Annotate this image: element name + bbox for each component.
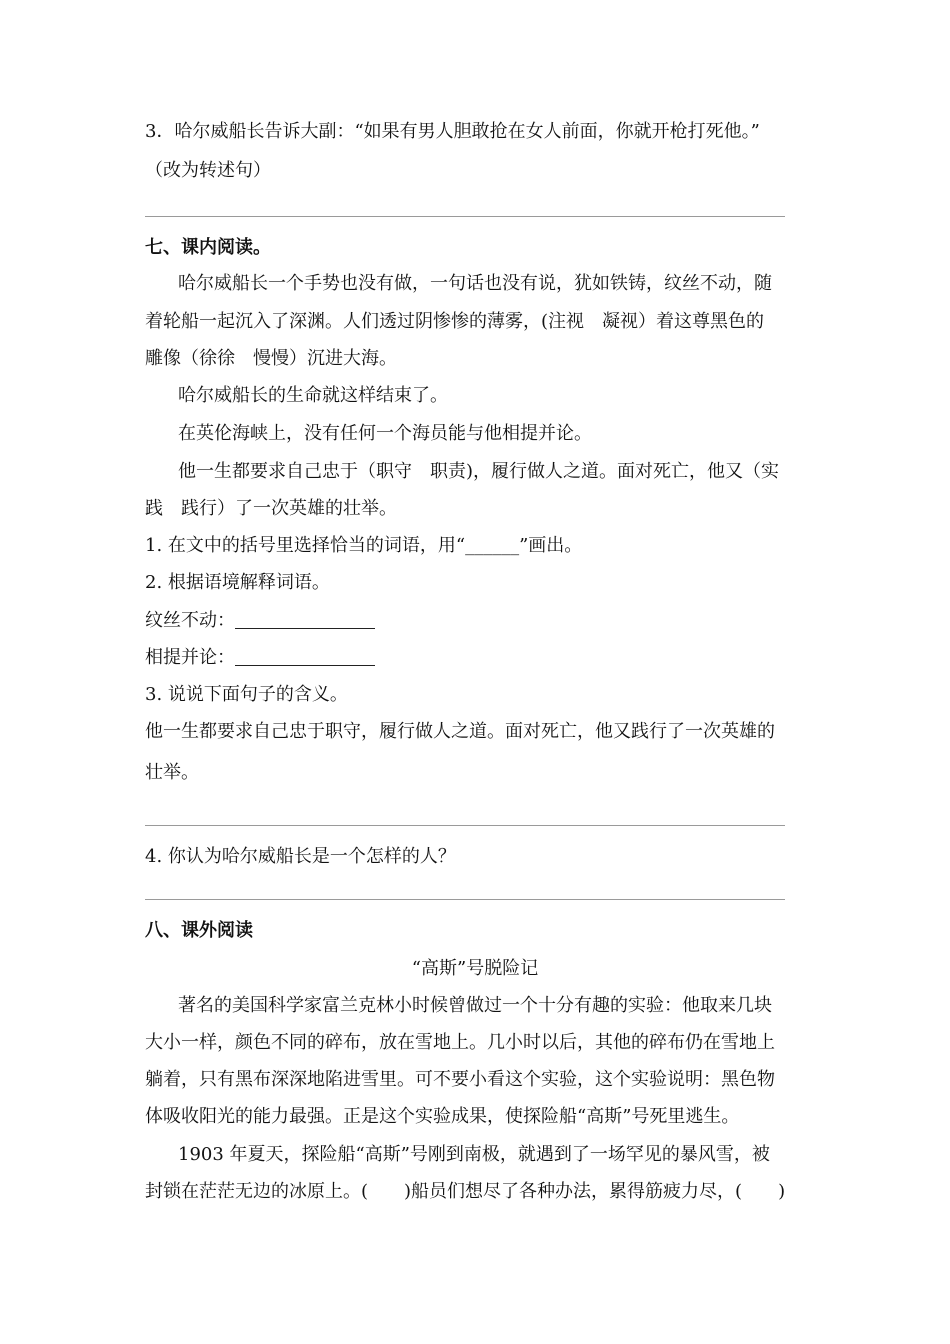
question-3: 3. 说说下面句子的含义。 — [145, 684, 348, 705]
answer-blank[interactable] — [235, 610, 375, 629]
answer-line[interactable] — [145, 216, 785, 217]
passage-line: 着轮船一起沉入了深渊。人们透过阴惨惨的薄雾，(注视 凝视）着这尊黑色的 — [145, 311, 765, 332]
article-line: 体吸收阳光的能力最强。正是这个实验成果，使探险船“高斯”号死里逃生。 — [145, 1106, 740, 1127]
passage-line: 在英伦海峡上，没有任何一个海员能与他相提并论。 — [178, 423, 592, 444]
passage-line: 践 践行）了一次英雄的壮举。 — [145, 498, 397, 519]
section8-heading: 八、课外阅读 — [145, 920, 253, 941]
answer-line[interactable] — [145, 899, 785, 900]
term-label: 纹丝不动： — [145, 610, 235, 631]
article-line: 躺着，只有黑布深深地陷进雪里。可不要小看这个实验，这个实验说明：黑色物 — [145, 1069, 775, 1090]
passage-line: 他一生都要求自己忠于（职守 职责)，履行做人之道。面对死亡，他又（实 — [178, 461, 780, 482]
q3-prompt-line2: （改为转述句） — [145, 160, 271, 181]
section7-heading: 七、课内阅读。 — [145, 237, 271, 258]
article-line: 大小一样，颜色不同的碎布，放在雪地上。几小时以后，其他的碎布仍在雪地上 — [145, 1032, 775, 1053]
quoted-sentence: 他一生都要求自己忠于职守，履行做人之道。面对死亡，他又践行了一次英雄的 — [145, 721, 775, 742]
term-row — [145, 646, 375, 670]
passage-line: 雕像（徐徐 慢慢）沉进大海。 — [145, 348, 397, 369]
article-line: 著名的美国科学家富兰克林小时候曾做过一个十分有趣的实验：他取来几块 — [178, 995, 772, 1016]
passage-line: 哈尔威船长的生命就这样结束了。 — [178, 385, 448, 406]
term-row — [145, 609, 375, 633]
article-line: 封锁在茫茫无边的冰原上。( )船员们想尽了各种办法，累得筋疲力尽，( ) — [145, 1181, 786, 1202]
question-1: 1. 在文中的括号里选择恰当的词语，用“______”画出。 — [145, 535, 583, 556]
q3-prompt-line1: 3．哈尔威船长告诉大副：“如果有男人胆敢抢在女人前面，你就开枪打死他。” — [145, 121, 760, 142]
quoted-sentence: 壮举。 — [145, 762, 199, 783]
passage-line: 哈尔威船长一个手势也没有做，一句话也没有说，犹如铁铸，纹丝不动，随 — [178, 273, 772, 294]
article-line: 1903 年夏天，探险船“高斯”号刚到南极，就遇到了一场罕见的暴风雪，被 — [178, 1144, 770, 1165]
article-title: “高斯”号脱险记 — [411, 958, 539, 979]
answer-blank[interactable] — [235, 647, 375, 666]
term-label: 相提并论： — [145, 647, 235, 668]
question-4: 4. 你认为哈尔威船长是一个怎样的人？ — [145, 846, 456, 867]
question-2: 2. 根据语境解释词语。 — [145, 572, 330, 593]
answer-line[interactable] — [145, 825, 785, 826]
